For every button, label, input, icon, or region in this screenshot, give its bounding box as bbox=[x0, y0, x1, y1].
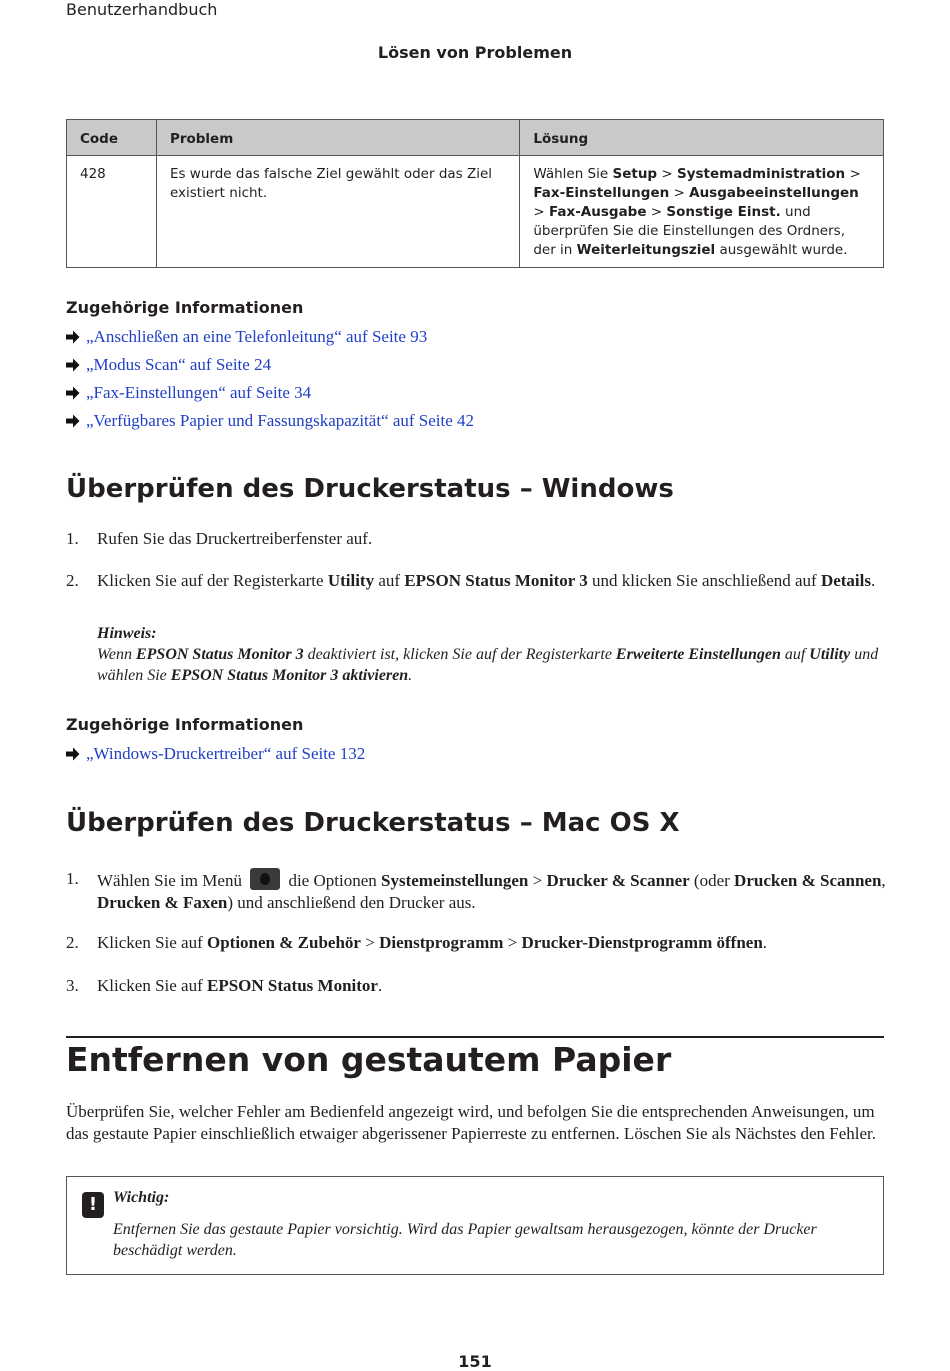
step-number: 2. bbox=[66, 933, 79, 952]
step-number: 2. bbox=[66, 571, 79, 590]
related-link-modus-scan[interactable] bbox=[66, 355, 271, 375]
link-text[interactable]: „Modus Scan“ auf Seite 24 bbox=[86, 355, 272, 374]
important-text: Entfernen Sie das gestaute Papier vorsichtig. Wird das Papier gewaltsam herausgezogen, könnte der Drucker beschädigt werden. bbox=[113, 1221, 817, 1259]
windows-section-heading: Überprüfen des Druckerstatus – Windows bbox=[66, 474, 674, 504]
related-link-papier[interactable] bbox=[66, 411, 474, 431]
step-text: Klicken Sie auf der Registerkarte Utility auf EPSON Status Monitor 3 und klicken Sie anschließend auf Details. bbox=[97, 571, 876, 590]
arrow-right-icon bbox=[66, 414, 80, 428]
link-text[interactable]: „Fax-Einstellungen“ auf Seite 34 bbox=[86, 383, 312, 402]
arrow-right-icon bbox=[66, 747, 80, 761]
important-title: Wichtig: bbox=[113, 1189, 170, 1206]
related-info-heading: Zugehörige Informationen bbox=[66, 298, 304, 317]
step-text: Klicken Sie auf EPSON Status Monitor. bbox=[97, 976, 383, 995]
cell-code: 428 bbox=[67, 156, 157, 268]
arrow-right-icon bbox=[66, 386, 80, 400]
chapter-divider bbox=[66, 1036, 884, 1038]
related-link-windows-druckertreiber[interactable] bbox=[66, 744, 365, 764]
note-title: Hinweis: bbox=[97, 625, 157, 642]
column-header-problem: Problem bbox=[156, 120, 519, 156]
column-header-code: Code bbox=[67, 120, 157, 156]
warning-icon: ! bbox=[82, 1192, 104, 1218]
table-row bbox=[67, 156, 884, 268]
step-text: Rufen Sie das Druckertreiberfenster auf. bbox=[97, 529, 373, 548]
link-text[interactable]: „Verfügbares Papier und Fassungskapazität“ auf Seite 42 bbox=[86, 411, 475, 430]
step-number: 1. bbox=[66, 869, 79, 888]
running-head: Benutzerhandbuch bbox=[66, 0, 218, 19]
mac-section-heading: Überprüfen des Druckerstatus – Mac OS X bbox=[66, 808, 680, 838]
step-text: Klicken Sie auf Optionen & Zubehör > Dienstprogramm > Drucker-Dienstprogramm öffnen. bbox=[97, 933, 768, 952]
related-link-fax-einstellungen[interactable] bbox=[66, 383, 311, 403]
link-text[interactable]: „Windows-Druckertreiber“ auf Seite 132 bbox=[86, 744, 366, 763]
apple-menu-icon bbox=[250, 868, 280, 890]
cell-problem: Es wurde das falsche Ziel gewählt oder das Ziel existiert nicht. bbox=[156, 156, 519, 268]
cell-solution: Wählen Sie Setup > Systemadministration > Fax-Einstellungen > Ausgabeeinstellungen > Fax-Ausgabe > Sonstige Einst. und überprüfen Sie die Einstellungen des Ordners, der in Weiterleitungsziel ausgewählt wurde. bbox=[520, 156, 884, 268]
page-number: 151 bbox=[458, 1352, 492, 1371]
related-info-heading: Zugehörige Informationen bbox=[66, 715, 304, 734]
error-code-table bbox=[66, 119, 884, 268]
windows-note bbox=[97, 623, 887, 686]
jam-intro-paragraph: Überprüfen Sie, welcher Fehler am Bedienfeld angezeigt wird, und befolgen Sie die entsprechenden Anweisungen, um das gestaute Papier einschließlich etwaiger abgerissener Papierreste zu entfernen. Löschen Sie als Nächstes den Fehler. bbox=[66, 1102, 877, 1143]
column-header-solution: Lösung bbox=[520, 120, 884, 156]
step-text: Wählen Sie im Menü die Optionen Systemeinstellungen > Drucker & Scanner (oder Drucken & Scannen, Drucken & Faxen) und anschließend den Drucker aus. bbox=[97, 868, 887, 913]
step-number: 1. bbox=[66, 529, 79, 548]
section-head: Lösen von Problemen bbox=[377, 43, 573, 62]
arrow-right-icon bbox=[66, 330, 80, 344]
step-number: 3. bbox=[66, 976, 79, 995]
arrow-right-icon bbox=[66, 358, 80, 372]
chapter-heading: Entfernen von gestautem Papier bbox=[66, 1040, 672, 1079]
related-link-telefonleitung[interactable] bbox=[66, 327, 427, 347]
table-header-row bbox=[67, 120, 884, 156]
note-text: Wenn EPSON Status Monitor 3 deaktiviert ist, klicken Sie auf der Registerkarte Erweiterte Einstellungen auf Utility und wählen Sie EPSON Status Monitor 3 aktivieren. bbox=[97, 646, 879, 684]
link-text[interactable]: „Anschließen an eine Telefonleitung“ auf Seite 93 bbox=[86, 327, 428, 346]
